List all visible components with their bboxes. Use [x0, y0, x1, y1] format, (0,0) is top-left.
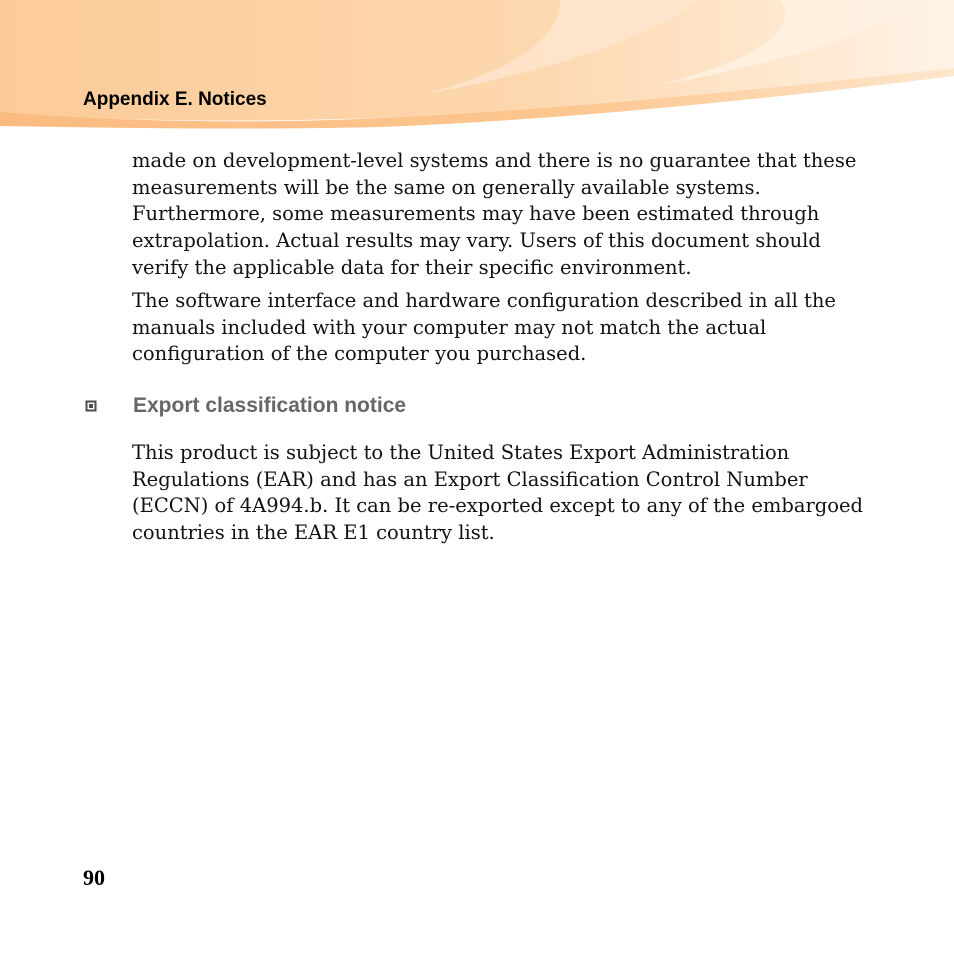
paragraph-export-notice — [132, 440, 864, 547]
paragraph-measurements — [132, 148, 857, 282]
text-line: Furthermore, some measurements may have been estimated through — [132, 202, 820, 226]
paragraph-software-interface — [132, 288, 842, 368]
text-line: verify the applicable data for their specific environment. — [132, 255, 692, 279]
text-line: (ECCN) of 4A994.b. It can be re-exported except to any of the embargoed — [132, 494, 864, 518]
page-number: 90 — [83, 865, 105, 890]
text-line: manuals included with your computer may not match the actual — [132, 315, 767, 339]
section-title: Appendix E. Notices — [83, 89, 267, 110]
text-line: measurements will be the same on generally available systems. — [132, 175, 761, 199]
export-classification-heading: Export classification notice — [133, 394, 407, 417]
text-line: This product is subject to the United States Export Administration — [132, 441, 790, 464]
text-line: The software interface and hardware configuration described in all the — [132, 289, 836, 312]
text-line: made on development-level systems and there is no guarantee that these — [132, 149, 857, 172]
square-bullet-icon — [85, 400, 97, 412]
text-line: Regulations (EAR) and has an Export Classification Control Number — [132, 467, 808, 491]
text-line: extrapolation. Actual results may vary. Users of this document should — [132, 229, 821, 253]
text-line: configuration of the computer you purchased. — [132, 342, 587, 366]
text-line: countries in the EAR E1 country list. — [132, 521, 495, 545]
